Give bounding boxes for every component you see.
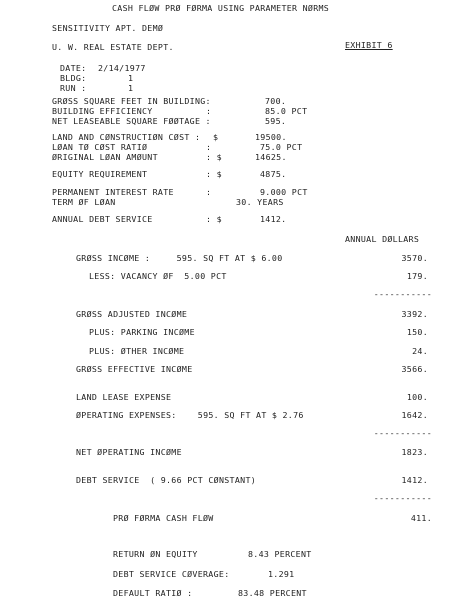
- param-label: TERM ØF LØAN: [52, 197, 116, 207]
- param-label: LAND AND CØNSTRUCTIØN CØST :: [52, 132, 201, 142]
- ratio-value: 8.43 PERCENT: [248, 549, 312, 559]
- ratio-label: DEFAULT RATIØ :: [113, 588, 193, 598]
- param-label: PERMANENT INTEREST RATE: [52, 187, 174, 197]
- exhibit-label: EXHIBIT 6: [345, 40, 393, 50]
- param-label: ØRIGINAL LØAN AMØUNT: [52, 152, 158, 162]
- line-item-label: DEBT SERVICE ( 9.66 PCT CØNSTANT): [76, 475, 257, 485]
- line-item-value: 1642.: [401, 410, 428, 420]
- line-item-value: 1412.: [401, 475, 428, 485]
- line-item-value: 24.: [412, 346, 428, 356]
- ratio-label: DEBT SERVICE CØVERAGE:: [113, 569, 230, 579]
- bldg-label: BLDG:: [60, 73, 87, 83]
- date-label: DATE:: [60, 63, 87, 73]
- param-label: GRØSS SQUARE FEET IN BUILDING:: [52, 96, 211, 106]
- line-item-label: GRØSS INCØME : 595. SQ FT AT $ 6.00: [76, 253, 283, 263]
- line-item-label: NET ØPERATING INCØME: [76, 447, 182, 457]
- param-value: 1412.: [260, 214, 287, 224]
- line-item-label: LAND LEASE EXPENSE: [76, 392, 172, 402]
- line-item-value: 179.: [406, 271, 428, 281]
- param-label: NET LEASEABLE SQUARE FØØTAGE :: [52, 116, 211, 126]
- separator-line: -----------: [373, 289, 432, 299]
- line-item-value: 3566.: [401, 364, 428, 374]
- line-item-value: 3392.: [401, 309, 428, 319]
- param-sep: $: [213, 132, 219, 142]
- param-sep: :: [206, 187, 212, 197]
- bldg-value: 1: [128, 73, 134, 83]
- ratio-value: 1.291: [268, 569, 295, 579]
- line-item-label: ØPERATING EXPENSES: 595. SQ FT AT $ 2.76: [76, 410, 304, 420]
- line-item-label: GRØSS EFFECTIVE INCØME: [76, 364, 193, 374]
- param-value: 4875.: [260, 169, 287, 179]
- report-subtitle: SENSITIVITY APT. DEMØ: [52, 23, 164, 33]
- param-value: 30. YEARS: [236, 197, 284, 207]
- param-label: ANNUAL DEBT SERVICE: [52, 214, 153, 224]
- param-sep: :: [206, 106, 212, 116]
- line-item-value: 150.: [406, 327, 428, 337]
- separator-line: -----------: [373, 493, 432, 503]
- cash-flow-value: 411.: [410, 513, 432, 523]
- line-item-label: GRØSS ADJUSTED INCØME: [76, 309, 188, 319]
- param-value: 700.: [265, 96, 287, 106]
- cash-flow-label: PRØ FØRMA CASH FLØW: [113, 513, 214, 523]
- department: U. W. REAL ESTATE DEPT.: [52, 42, 174, 52]
- param-value: 85.0 PCT: [265, 106, 308, 116]
- date-value: 2/14/1977: [98, 63, 146, 73]
- line-item-label: LESS: VACANCY ØF 5.00 PCT: [89, 271, 227, 281]
- line-item-value: 100.: [406, 392, 428, 402]
- param-label: EQUITY REQUIREMENT: [52, 169, 148, 179]
- line-item-label: PLUS: ØTHER INCØME: [89, 346, 185, 356]
- separator-line: -----------: [373, 428, 432, 438]
- param-sep: : $: [206, 214, 222, 224]
- column-header: ANNUAL DØLLARS: [345, 234, 420, 244]
- ratio-value: 83.48 PERCENT: [238, 588, 307, 598]
- line-item-value: 3570.: [401, 253, 428, 263]
- run-value: 1: [128, 83, 134, 93]
- param-label: BUILDING EFFICIENCY: [52, 106, 153, 116]
- param-value: 75.0 PCT: [260, 142, 303, 152]
- line-item-value: 1823.: [401, 447, 428, 457]
- report-title: CASH FLØW PRØ FØRMA USING PARAMETER NØRMS: [112, 3, 330, 13]
- param-sep: : $: [206, 169, 222, 179]
- param-value: 9.000 PCT: [260, 187, 308, 197]
- param-value: 595.: [265, 116, 287, 126]
- param-value: 14625.: [255, 152, 287, 162]
- param-sep: : $: [206, 152, 222, 162]
- param-value: 19500.: [255, 132, 287, 142]
- ratio-label: RETURN ØN EQUITY: [113, 549, 198, 559]
- line-item-label: PLUS: PARKING INCØME: [89, 327, 195, 337]
- run-label: RUN :: [60, 83, 87, 93]
- param-label: LØAN TØ CØST RATIØ: [52, 142, 148, 152]
- param-sep: :: [206, 142, 212, 152]
